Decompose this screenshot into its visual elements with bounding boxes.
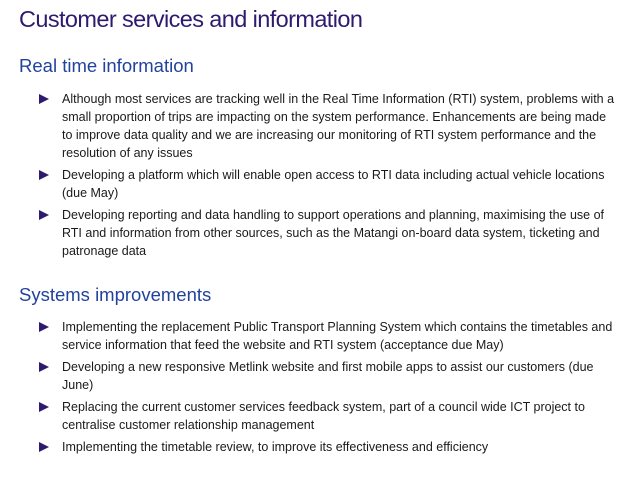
- list-item-text: Developing a platform which will enable open access to RTI data including actual vehicle locations (due May): [62, 168, 605, 200]
- list-item: [39, 398, 619, 434]
- triangle-bullet-icon: [39, 402, 49, 412]
- section-heading-systems-improvements: Systems improvements: [19, 284, 212, 305]
- triangle-bullet-icon: [39, 210, 49, 220]
- list-item: [39, 318, 619, 354]
- list-item: [39, 438, 619, 456]
- systems-improvements-list: [39, 318, 619, 460]
- triangle-bullet-icon: [39, 362, 49, 372]
- page-title: Customer services and information: [19, 6, 363, 32]
- list-item-text: Implementing the timetable review, to improve its effectiveness and efficiency: [62, 440, 489, 454]
- list-item-text: Developing reporting and data handling to support operations and planning, maximising the use of RTI and information from other sources, such as the Matangi on-board data system, ticketing and patronage data: [62, 208, 605, 258]
- list-item: [39, 206, 619, 260]
- triangle-bullet-icon: [39, 94, 49, 104]
- list-item-text: Replacing the current customer services feedback system, part of a council wide ICT project to centralise customer relationship management: [62, 400, 585, 432]
- triangle-bullet-icon: [39, 442, 49, 452]
- list-item: [39, 358, 619, 394]
- triangle-bullet-icon: [39, 170, 49, 180]
- triangle-bullet-icon: [39, 322, 49, 332]
- list-item: [39, 90, 619, 162]
- list-item: [39, 166, 619, 202]
- list-item-text: Implementing the replacement Public Transport Planning System which contains the timetables and service information that feed the website and RTI system (acceptance due May): [62, 320, 613, 352]
- list-item-text: Developing a new responsive Metlink website and first mobile apps to assist our customers (due June): [62, 360, 594, 392]
- section-heading-real-time-information: Real time information: [19, 55, 194, 76]
- list-item-text: Although most services are tracking well in the Real Time Information (RTI) system, problems with a small proportion of trips are impacting on the system performance. Enhancements are being made to improve data quality and we are increasing our monitoring of RTI system performance and the resolution of any issues: [62, 92, 615, 160]
- real-time-information-list: [39, 90, 619, 264]
